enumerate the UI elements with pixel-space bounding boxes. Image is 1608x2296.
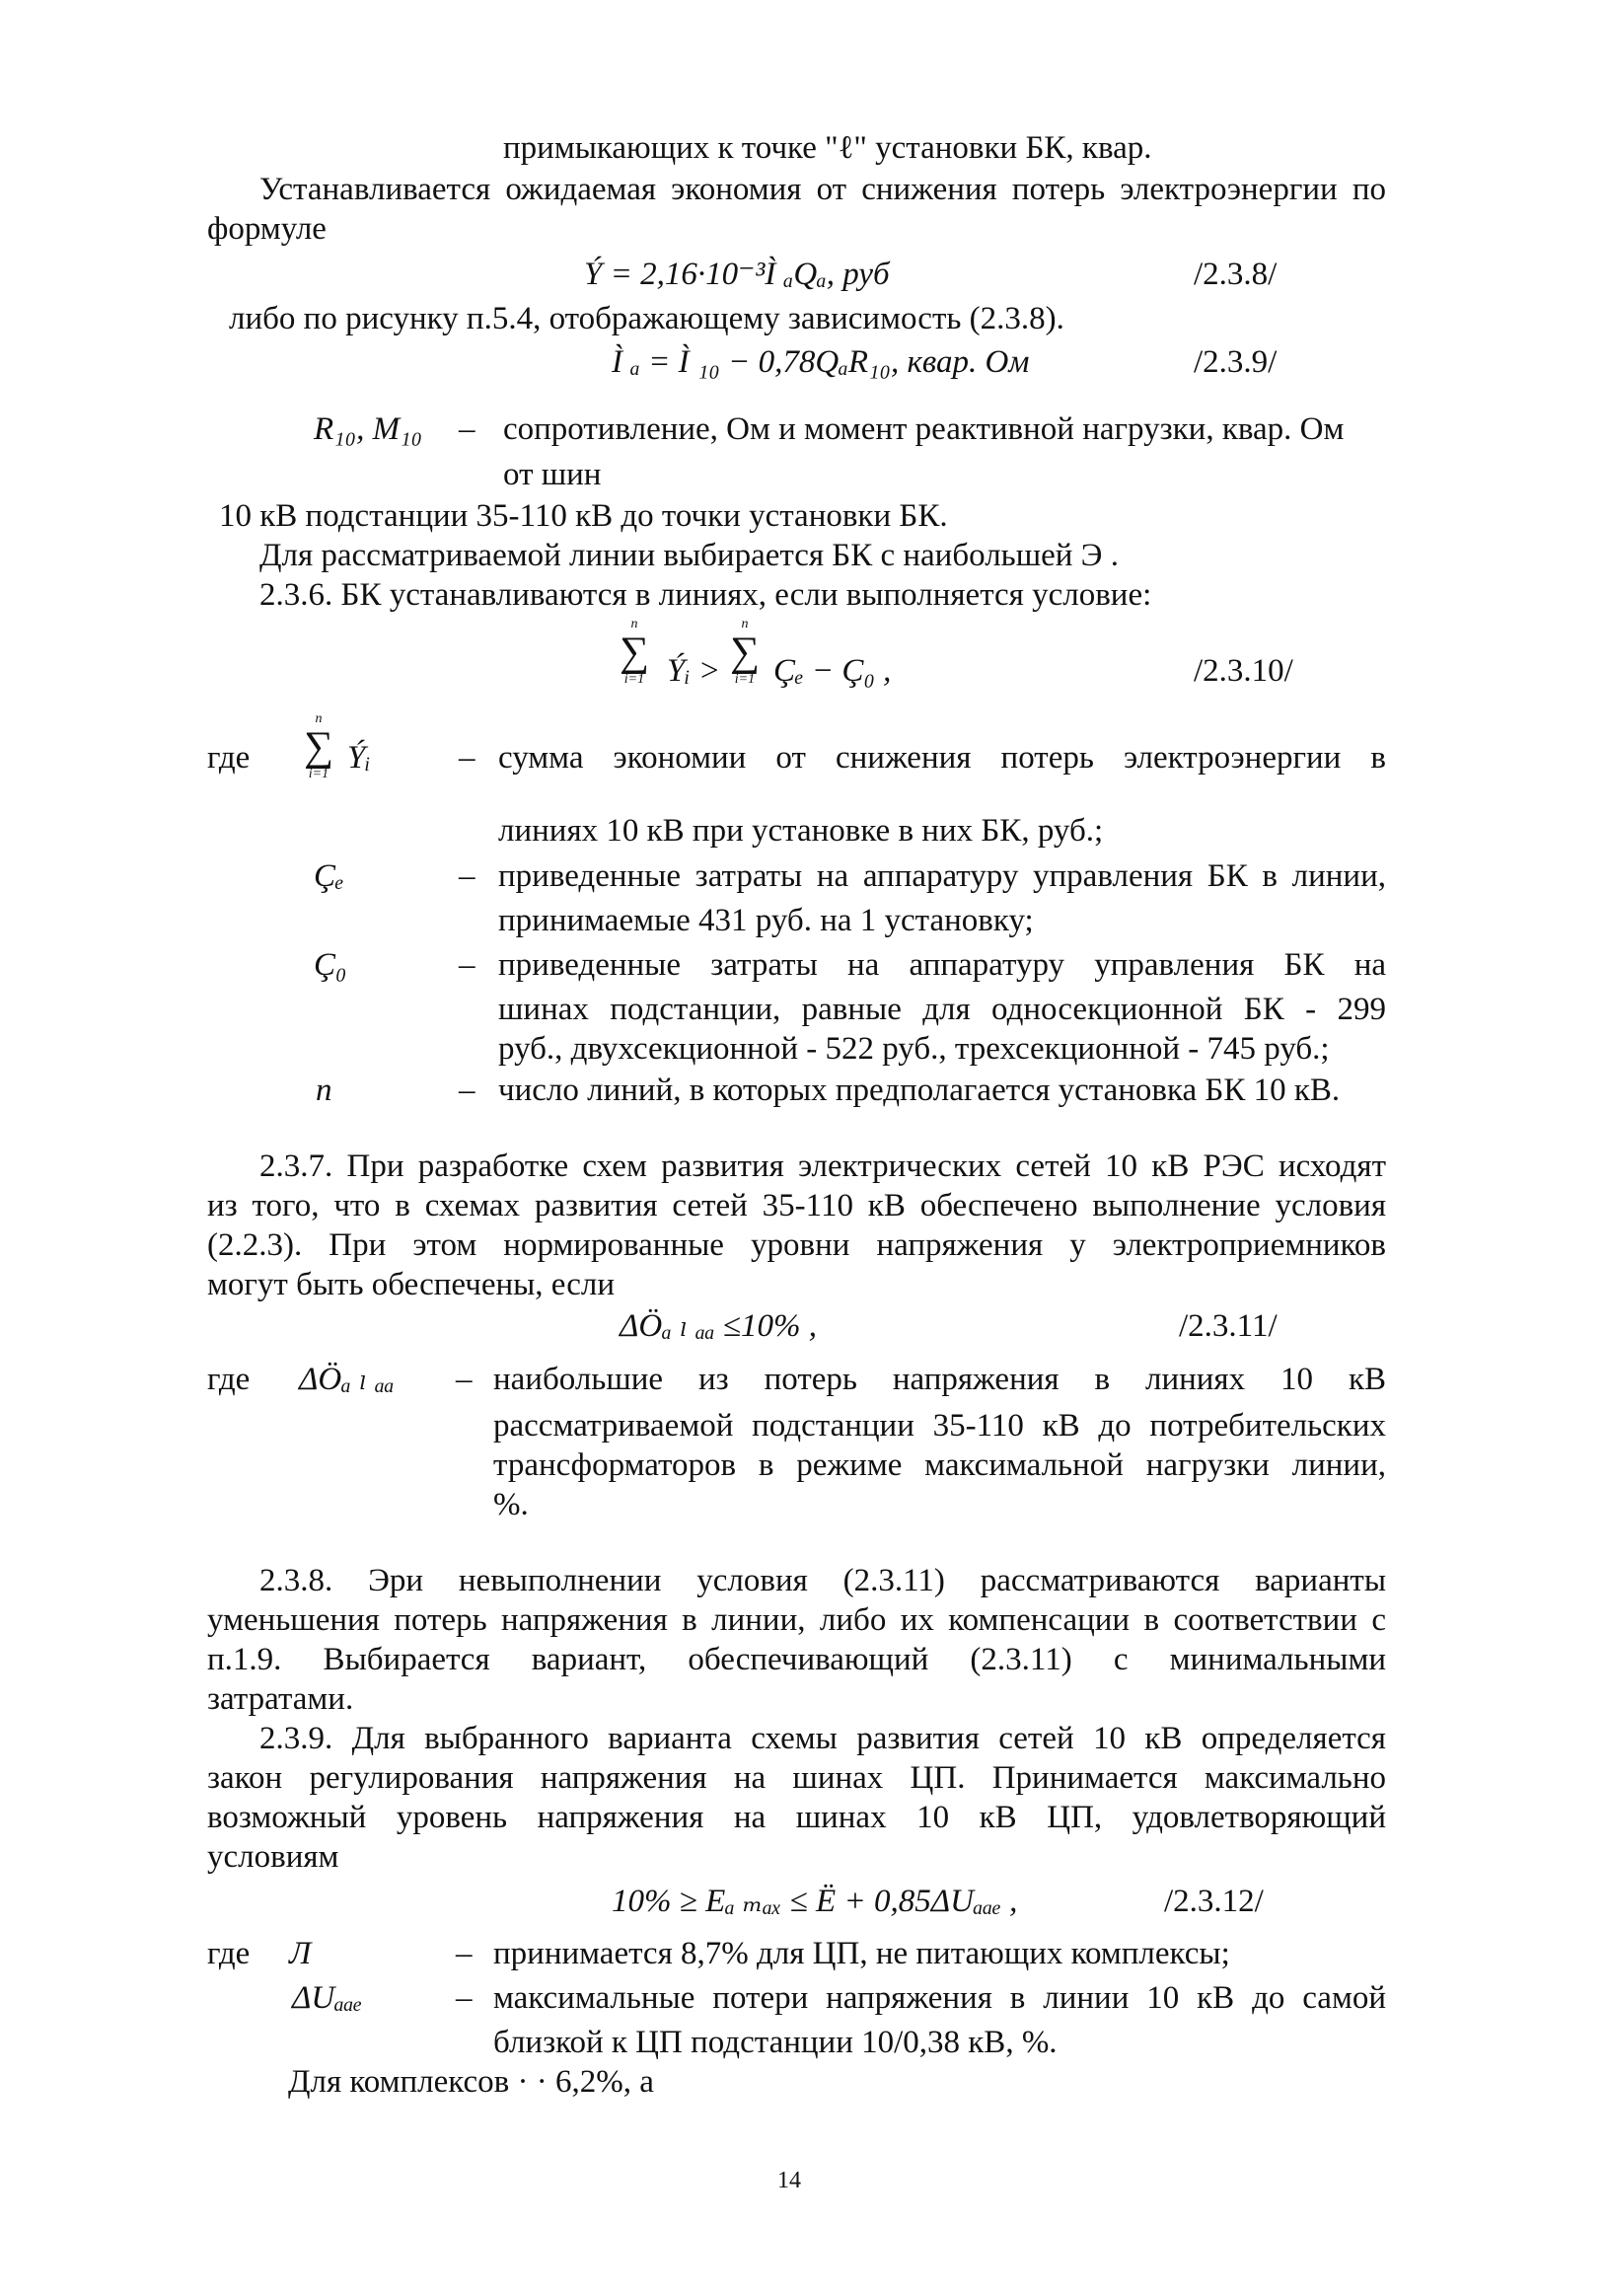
definition-text: число линий, в которых предполагается установка БК 10 кВ. xyxy=(498,1073,1341,1108)
text-line: 2.3.8. Эри невыполнении условия (2.3.11) рассматриваются варианты xyxy=(259,1563,1386,1598)
formula-number: /2.3.11/ xyxy=(1179,1308,1278,1344)
text-line: (2.2.3). При этом нормированные уровни напряжения у электроприемников xyxy=(207,1227,1386,1263)
definition-text: сумма экономии от снижения потерь электроэнергии в xyxy=(498,740,1386,776)
sum-lower-limit: i=1 xyxy=(623,672,645,687)
definition-dash: – xyxy=(459,858,475,894)
definition-dash: – xyxy=(459,411,475,447)
text-line: условиям xyxy=(207,1839,339,1875)
sum-upper-limit: n xyxy=(741,617,749,631)
sum-symbol: n ∑ i=1 xyxy=(620,617,649,687)
formula-2-3-8: Ý = 2,16·10⁻³Ì ₐQₐ, руб xyxy=(584,257,890,292)
text-line: закон регулирования напряжения на шинах ЦП. Принимается максимально xyxy=(207,1760,1386,1796)
sum-upper-limit: n xyxy=(315,711,323,726)
formula-number: /2.3.12/ xyxy=(1164,1884,1264,1919)
definition-text: линиях 10 кВ при установке в них БК, руб.; xyxy=(498,813,1104,849)
formula-number: /2.3.10/ xyxy=(1194,653,1293,689)
definition-dash: – xyxy=(456,1936,473,1971)
definition-text: максимальные потери напряжения в линии 10 кВ до самой xyxy=(493,1980,1386,2016)
definition-text: принимается 8,7% для ЦП, не питающих комплексы; xyxy=(493,1936,1230,1971)
text-line: возможный уровень напряжения на шинах 10 кВ ЦП, удовлетворяющий xyxy=(207,1800,1386,1835)
definition-symbol: Ýᵢ xyxy=(347,740,371,776)
sum-lower-limit: i=1 xyxy=(308,767,329,781)
formula-2-3-11: ΔÖₐ ₗ ₐₐ ≤10% , xyxy=(620,1308,818,1344)
definition-text: рассматриваемой подстанции 35-110 кВ до потребительских xyxy=(493,1408,1386,1444)
formula-2-3-9: Ì ₐ = Ì ₁₀ − 0,78QₐR₁₀, квар. Ом xyxy=(612,344,1030,380)
formula-number: /2.3.9/ xyxy=(1194,344,1278,380)
where-label: где xyxy=(207,1362,251,1397)
definition-text: близкой к ЦП подстанции 10/0,38 кВ, %. xyxy=(493,2025,1058,2060)
definition-dash: – xyxy=(459,740,475,776)
definition-text: приведенные затраты на аппаратуру управления БК на xyxy=(498,947,1386,983)
definition-text: %. xyxy=(493,1487,529,1522)
text-line: затратами. xyxy=(207,1681,354,1717)
sum-symbol: n ∑ i=1 xyxy=(730,617,760,687)
definition-text: руб., двухсекционной - 522 руб., трехсекционной - 745 руб.; xyxy=(498,1031,1330,1067)
definition-text: трансформаторов в режиме максимальной нагрузки линии, xyxy=(493,1447,1386,1483)
sum-lower-limit: i=1 xyxy=(734,672,756,687)
definition-text: принимаемые 431 руб. на 1 установку; xyxy=(498,903,1034,938)
text-line: 2.3.9. Для выбранного варианта схемы развития сетей 10 кВ определяется xyxy=(259,1721,1386,1756)
definition-dash: – xyxy=(459,947,475,983)
definition-text: от шин xyxy=(503,457,602,492)
text-line: 10 кВ подстанции 35-110 кВ до точки установки БК. xyxy=(219,498,948,534)
definition-symbol: Л xyxy=(289,1936,312,1971)
definition-dash: – xyxy=(459,1073,475,1108)
sum-upper-limit: n xyxy=(630,617,638,631)
formula-2-3-12: 10% ≥ Eₐ ₘₐₓ ≤ Ë + 0,85ΔUₐₐₑ , xyxy=(612,1884,1018,1919)
definition-text: сопротивление, Ом и момент реактивной нагрузки, квар. Ом xyxy=(503,411,1345,447)
definition-text: шинах подстанции, равные для односекционной БК - 299 xyxy=(498,992,1386,1027)
text-line: 2.3.7. При разработке схем развития электрических сетей 10 кВ РЭС исходят xyxy=(259,1148,1386,1184)
text-line: могут быть обеспечены, если xyxy=(207,1267,616,1302)
definition-symbol: ΔUₐₐₑ xyxy=(292,1980,363,2016)
where-label: где xyxy=(207,1936,251,1971)
text-line: либо по рисунку п.5.4, отображающему зависимость (2.3.8). xyxy=(229,301,1064,336)
definition-text: приведенные затраты на аппаратуру управления БК в линии, xyxy=(498,858,1386,894)
definition-dash: – xyxy=(456,1362,473,1397)
formula-2-3-10-right: Çₑ − Ç₀ , xyxy=(773,653,892,689)
definition-symbol: R₁₀, M₁₀ xyxy=(314,411,423,447)
definition-symbol: ΔÖₐ ₗ ₐₐ xyxy=(299,1362,395,1397)
text-line: из того, что в схемах развития сетей 35-110 кВ обеспечено выполнение условия xyxy=(207,1188,1386,1223)
definition-symbol: Çₑ xyxy=(314,858,344,894)
formula-2-3-10-left: Ýᵢ > xyxy=(667,653,721,689)
text-line: 2.3.6. БК устанавливаются в линиях, если выполняется условие: xyxy=(259,577,1152,613)
text-line: Для комплексов · · 6,2%, а xyxy=(288,2064,654,2100)
text-line: примыкающих к точке "ℓ" установки БК, квар. xyxy=(503,130,1152,166)
text-line: п.1.9. Выбирается вариант, обеспечивающий (2.3.11) с минимальными xyxy=(207,1642,1386,1677)
where-label: где xyxy=(207,740,251,776)
definition-dash: – xyxy=(456,1980,473,2016)
definition-symbol: Ç₀ xyxy=(314,947,347,983)
formula-number: /2.3.8/ xyxy=(1194,257,1278,292)
text-line: Для рассматриваемой линии выбирается БК с наибольшей Э . xyxy=(259,538,1119,573)
text-line: уменьшения потерь напряжения в линии, либо их компенсации в соответствии с xyxy=(207,1602,1386,1638)
page-number: 14 xyxy=(777,2168,801,2193)
sum-symbol: n ∑ i=1 xyxy=(304,711,333,781)
text-line: формуле xyxy=(207,211,327,247)
definition-text: наибольшие из потерь напряжения в линиях 10 кВ xyxy=(493,1362,1386,1397)
text-line: Устанавливается ожидаемая экономия от снижения потерь электроэнергии по xyxy=(259,172,1386,207)
definition-symbol: n xyxy=(316,1073,332,1108)
